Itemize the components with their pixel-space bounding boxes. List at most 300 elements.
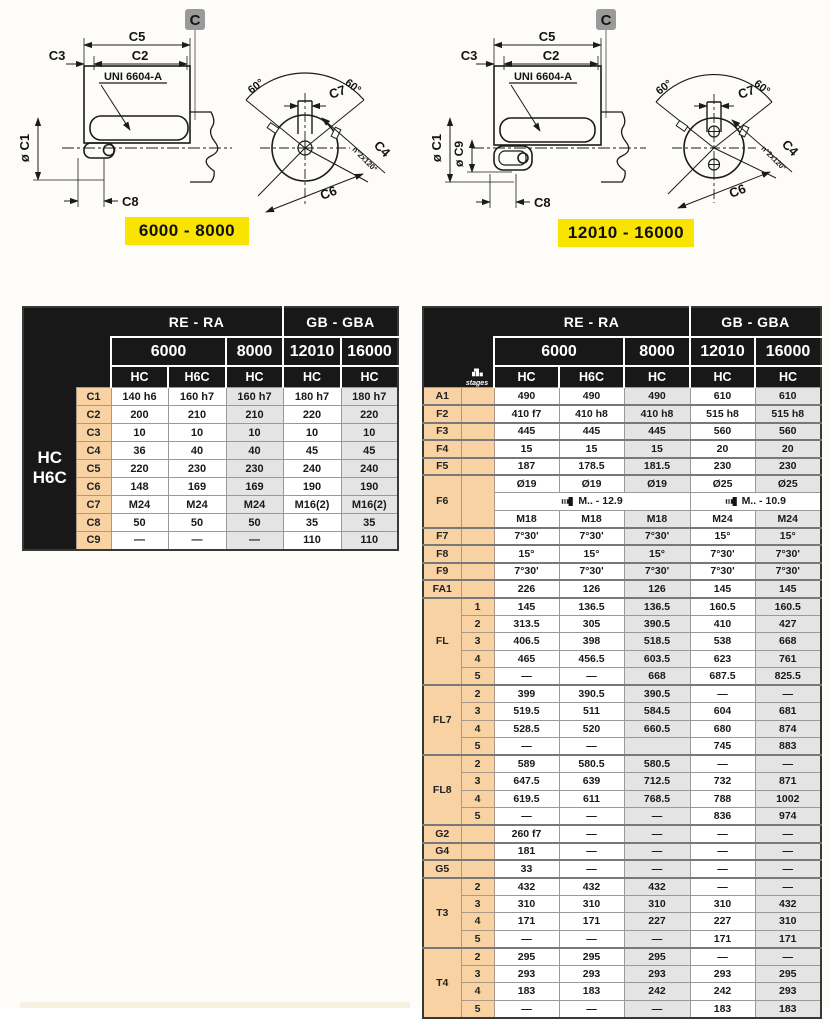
- value-cell: 681: [755, 703, 821, 721]
- value-cell: —: [226, 532, 283, 550]
- row-label-cell: C2: [76, 406, 111, 424]
- value-cell: 169: [168, 478, 226, 496]
- stage-number-cell: 3: [461, 633, 494, 651]
- value-cell: 295: [559, 948, 624, 966]
- value-cell: 432: [559, 878, 624, 896]
- value-cell: 604: [690, 703, 755, 721]
- row-label-cell: T4: [423, 948, 461, 1018]
- value-cell: 445: [559, 423, 624, 441]
- angle-60-right: 60°: [751, 77, 773, 98]
- table-row: [423, 773, 821, 791]
- value-cell: 511: [559, 703, 624, 721]
- value-cell: —: [755, 948, 821, 966]
- stages-empty-cell: [461, 388, 494, 406]
- value-cell: 220: [283, 406, 341, 424]
- variant-header: HC: [690, 366, 755, 388]
- value-cell: —: [690, 843, 755, 861]
- stage-number-cell: 1: [461, 598, 494, 616]
- value-cell: 305: [559, 615, 624, 633]
- value-cell: 183: [559, 983, 624, 1001]
- value-cell: —: [168, 532, 226, 550]
- value-cell: 171: [559, 913, 624, 931]
- table-row: [423, 825, 821, 843]
- value-cell: 7°30': [494, 528, 559, 546]
- corner-cell: [23, 307, 111, 388]
- value-cell: 7°30': [624, 563, 690, 581]
- table-row: [423, 685, 821, 703]
- value-cell: 465: [494, 650, 559, 668]
- dimensions-table-c: [22, 306, 399, 551]
- value-cell: 560: [690, 423, 755, 441]
- value-cell: 15°: [559, 545, 624, 563]
- value-cell: 310: [624, 895, 690, 913]
- value-cell: 10: [341, 424, 398, 442]
- value-cell: 519.5: [494, 703, 559, 721]
- dim-c7: C7: [735, 82, 757, 102]
- size-header: 8000: [624, 337, 690, 366]
- value-cell: —: [559, 930, 624, 948]
- value-cell: 538: [690, 633, 755, 651]
- value-cell: 160.5: [690, 598, 755, 616]
- value-cell: Ø25: [690, 475, 755, 493]
- screw-class-cell: [690, 493, 821, 511]
- stage-number-cell: 3: [461, 703, 494, 721]
- variant-header: HC: [341, 366, 398, 388]
- value-cell: 35: [341, 514, 398, 532]
- value-cell: 680: [690, 720, 755, 738]
- value-cell: [624, 738, 690, 756]
- value-cell: 145: [690, 580, 755, 598]
- value-cell: 240: [341, 460, 398, 478]
- stages-empty-cell: [461, 825, 494, 843]
- value-cell: 7°30': [494, 563, 559, 581]
- variant-header: HC: [283, 366, 341, 388]
- value-cell: —: [624, 825, 690, 843]
- table-row: [423, 790, 821, 808]
- value-cell: 7°30': [755, 545, 821, 563]
- value-cell: 528.5: [494, 720, 559, 738]
- corner-cell: [423, 366, 461, 388]
- value-cell: 432: [494, 878, 559, 896]
- value-cell: 7°30': [559, 528, 624, 546]
- size-header: 6000: [111, 337, 226, 366]
- value-cell: Ø19: [624, 475, 690, 493]
- stages-empty-cell: [461, 860, 494, 878]
- value-cell: —: [559, 738, 624, 756]
- series-group-header: RE - RA: [111, 307, 283, 337]
- value-cell: 619.5: [494, 790, 559, 808]
- table-row: [423, 808, 821, 826]
- dimension-lines: [38, 45, 190, 201]
- stages-empty-cell: [461, 563, 494, 581]
- value-cell: 406.5: [494, 633, 559, 651]
- stage-number-cell: 3: [461, 773, 494, 791]
- value-cell: 580.5: [624, 755, 690, 773]
- value-cell: 181: [494, 843, 559, 861]
- table-row: [23, 406, 398, 424]
- value-cell: 242: [690, 983, 755, 1001]
- value-cell: —: [494, 668, 559, 686]
- value-cell: 761: [755, 650, 821, 668]
- value-cell: M18: [624, 510, 690, 528]
- value-cell: 15°: [624, 545, 690, 563]
- value-cell: 183: [690, 1000, 755, 1018]
- variant-header: HC: [226, 366, 283, 388]
- value-cell: 883: [755, 738, 821, 756]
- value-cell: 230: [168, 460, 226, 478]
- value-cell: —: [690, 685, 755, 703]
- value-cell: 410 f7: [494, 405, 559, 423]
- dim-c7: C7: [326, 82, 348, 102]
- stage-number-cell: 5: [461, 738, 494, 756]
- series-group-header: GB - GBA: [690, 307, 821, 337]
- value-cell: 398: [559, 633, 624, 651]
- bolt-icon: [561, 496, 574, 507]
- value-cell: 35: [283, 514, 341, 532]
- dimension-lines: [450, 45, 601, 202]
- row-label-cell: F2: [423, 405, 461, 423]
- value-cell: 136.5: [559, 598, 624, 616]
- stage-number-cell: 2: [461, 685, 494, 703]
- stages-empty-cell: [461, 475, 494, 528]
- value-cell: 110: [283, 532, 341, 550]
- table-row: [423, 878, 821, 896]
- size-header: 12010: [283, 337, 341, 366]
- value-cell: 187: [494, 458, 559, 476]
- header-row-variants: [423, 366, 821, 388]
- value-cell: 50: [111, 514, 168, 532]
- value-cell: —: [690, 878, 755, 896]
- value-cell: 410 h8: [624, 405, 690, 423]
- table-row: [423, 860, 821, 878]
- value-cell: 45: [283, 442, 341, 460]
- value-cell: —: [624, 1000, 690, 1018]
- value-cell: —: [624, 930, 690, 948]
- size-range-caption-left: 6000 - 8000: [125, 217, 249, 245]
- row-label-cell: T3: [423, 878, 461, 948]
- dim-c1: ø C1: [17, 133, 32, 163]
- value-cell: 160.5: [755, 598, 821, 616]
- holes-note: n°2x120°: [350, 144, 380, 174]
- dim-c8: C8: [122, 194, 139, 209]
- size-header: 8000: [226, 337, 283, 366]
- size-header: 16000: [341, 337, 398, 366]
- keyway-standard: UNI 6604-A: [513, 71, 573, 83]
- value-cell: 399: [494, 685, 559, 703]
- stages-empty-cell: [461, 440, 494, 458]
- table-row: [423, 668, 821, 686]
- value-cell: 10: [111, 424, 168, 442]
- value-cell: 226: [494, 580, 559, 598]
- value-cell: 40: [168, 442, 226, 460]
- row-label-cell: F6: [423, 475, 461, 528]
- screw-class-text: M.. - 12.9: [578, 495, 623, 508]
- value-cell: 611: [559, 790, 624, 808]
- value-cell: 15°: [494, 545, 559, 563]
- row-label-cell: F4: [423, 440, 461, 458]
- value-cell: 639: [559, 773, 624, 791]
- value-cell: —: [559, 825, 624, 843]
- series-block-label: [23, 388, 76, 550]
- table-row: [423, 598, 821, 616]
- value-cell: 190: [283, 478, 341, 496]
- table-row: [423, 650, 821, 668]
- dim-c6: C6: [317, 182, 339, 203]
- stages-empty-cell: [461, 423, 494, 441]
- table-row: [423, 633, 821, 651]
- table-row: [423, 948, 821, 966]
- value-cell: —: [755, 685, 821, 703]
- value-cell: 10: [283, 424, 341, 442]
- row-label-cell: C8: [76, 514, 111, 532]
- value-cell: M16(2): [283, 496, 341, 514]
- value-cell: 1002: [755, 790, 821, 808]
- value-cell: 427: [755, 615, 821, 633]
- value-cell: 160 h7: [226, 388, 283, 406]
- value-cell: 7°30': [690, 563, 755, 581]
- value-cell: 560: [755, 423, 821, 441]
- stage-number-cell: 2: [461, 948, 494, 966]
- value-cell: 230: [690, 458, 755, 476]
- value-cell: 390.5: [624, 615, 690, 633]
- value-cell: 668: [624, 668, 690, 686]
- value-cell: 220: [341, 406, 398, 424]
- header-row-series: [423, 307, 821, 337]
- value-cell: 15: [559, 440, 624, 458]
- value-cell: 15°: [690, 528, 755, 546]
- value-cell: M24: [755, 510, 821, 528]
- row-label-cell: F9: [423, 563, 461, 581]
- value-cell: 190: [341, 478, 398, 496]
- value-cell: —: [755, 843, 821, 861]
- stages-empty-cell: [461, 545, 494, 563]
- value-cell: 310: [559, 895, 624, 913]
- table-row: [423, 720, 821, 738]
- dim-c4: C4: [779, 136, 802, 159]
- dim-c5: C5: [128, 29, 146, 44]
- value-cell: 200: [111, 406, 168, 424]
- stage-number-cell: 5: [461, 1000, 494, 1018]
- value-cell: 293: [559, 965, 624, 983]
- dim-c6: C6: [726, 180, 748, 201]
- value-cell: 589: [494, 755, 559, 773]
- value-cell: 660.5: [624, 720, 690, 738]
- value-cell: 668: [755, 633, 821, 651]
- section-badge-letter: C: [600, 12, 612, 29]
- row-label-cell: C1: [76, 388, 111, 406]
- angle-60-left: 60°: [245, 76, 267, 97]
- table-row: [23, 424, 398, 442]
- value-cell: 230: [226, 460, 283, 478]
- table-row: [423, 843, 821, 861]
- value-cell: 171: [690, 930, 755, 948]
- value-cell: 732: [690, 773, 755, 791]
- table-row: [423, 703, 821, 721]
- row-label-cell: G2: [423, 825, 461, 843]
- table-row: [423, 458, 821, 476]
- value-cell: 45: [341, 442, 398, 460]
- row-label-cell: F3: [423, 423, 461, 441]
- value-cell: 610: [755, 388, 821, 406]
- stage-number-cell: 5: [461, 930, 494, 948]
- stages-header: [461, 366, 494, 388]
- value-cell: 169: [226, 478, 283, 496]
- value-cell: —: [755, 825, 821, 843]
- value-cell: 7°30': [755, 563, 821, 581]
- screw-class-cell: [494, 493, 690, 511]
- value-cell: —: [494, 1000, 559, 1018]
- value-cell: 145: [494, 598, 559, 616]
- table-row: [423, 615, 821, 633]
- value-cell: 836: [690, 808, 755, 826]
- value-cell: —: [494, 738, 559, 756]
- value-cell: 242: [624, 983, 690, 1001]
- stage-number-cell: 5: [461, 808, 494, 826]
- value-cell: 456.5: [559, 650, 624, 668]
- stages-empty-cell: [461, 580, 494, 598]
- variant-header: HC: [624, 366, 690, 388]
- value-cell: 220: [111, 460, 168, 478]
- value-cell: 293: [755, 983, 821, 1001]
- value-cell: 310: [690, 895, 755, 913]
- screw-class-text: M.. - 10.9: [741, 495, 786, 508]
- value-cell: Ø25: [755, 475, 821, 493]
- value-cell: 180 h7: [283, 388, 341, 406]
- value-cell: 180 h7: [341, 388, 398, 406]
- value-cell: 20: [690, 440, 755, 458]
- value-cell: M24: [690, 510, 755, 528]
- table-row: [423, 965, 821, 983]
- value-cell: 584.5: [624, 703, 690, 721]
- corner-cell: [423, 307, 494, 366]
- value-cell: M18: [494, 510, 559, 528]
- value-cell: 145: [755, 580, 821, 598]
- table-row: [423, 1000, 821, 1018]
- table-row: [423, 545, 821, 563]
- value-cell: —: [494, 930, 559, 948]
- value-cell: 50: [168, 514, 226, 532]
- value-cell: —: [755, 878, 821, 896]
- value-cell: 623: [690, 650, 755, 668]
- stages-empty-cell: [461, 843, 494, 861]
- table-row: [423, 913, 821, 931]
- row-label-cell: G5: [423, 860, 461, 878]
- value-cell: 295: [494, 948, 559, 966]
- series-group-header: GB - GBA: [283, 307, 398, 337]
- value-cell: 178.5: [559, 458, 624, 476]
- value-cell: 410: [690, 615, 755, 633]
- value-cell: 148: [111, 478, 168, 496]
- value-cell: Ø19: [559, 475, 624, 493]
- value-cell: 310: [755, 913, 821, 931]
- stages-icon: [471, 368, 484, 377]
- value-cell: 974: [755, 808, 821, 826]
- value-cell: 293: [494, 965, 559, 983]
- header-row-series: [23, 307, 398, 337]
- value-cell: 15°: [755, 528, 821, 546]
- value-cell: —: [690, 825, 755, 843]
- row-label-cell: C6: [76, 478, 111, 496]
- value-cell: 874: [755, 720, 821, 738]
- value-cell: 313.5: [494, 615, 559, 633]
- value-cell: 10: [168, 424, 226, 442]
- table-row: [423, 738, 821, 756]
- section-badge-letter: C: [189, 12, 201, 29]
- row-label-cell: FL: [423, 598, 461, 686]
- value-cell: 7°30': [690, 545, 755, 563]
- value-cell: 610: [690, 388, 755, 406]
- table-row: [423, 528, 821, 546]
- stage-number-cell: 4: [461, 720, 494, 738]
- value-cell: —: [559, 860, 624, 878]
- value-cell: 110: [341, 532, 398, 550]
- size-header: 12010: [690, 337, 755, 366]
- shaft-end-view: [246, 73, 385, 212]
- value-cell: 490: [494, 388, 559, 406]
- value-cell: 687.5: [690, 668, 755, 686]
- table-row: [23, 478, 398, 496]
- dim-c1: ø C1: [429, 133, 444, 163]
- size-header: 16000: [755, 337, 821, 366]
- row-label-cell: FL8: [423, 755, 461, 825]
- value-cell: —: [690, 860, 755, 878]
- dim-c4: C4: [371, 137, 394, 160]
- table-row: [423, 440, 821, 458]
- row-label-cell: F5: [423, 458, 461, 476]
- dim-c8: C8: [534, 195, 551, 210]
- value-cell: 745: [690, 738, 755, 756]
- size-header: 6000: [494, 337, 624, 366]
- value-cell: 293: [624, 965, 690, 983]
- row-label-cell: A1: [423, 388, 461, 406]
- value-cell: —: [494, 808, 559, 826]
- size-range-caption-right: 12010 - 16000: [558, 219, 694, 247]
- variant-header: HC: [755, 366, 821, 388]
- table-row: [23, 442, 398, 460]
- value-cell: 210: [168, 406, 226, 424]
- dim-c3: C3: [48, 48, 66, 63]
- value-cell: —: [559, 808, 624, 826]
- value-cell: 293: [690, 965, 755, 983]
- stage-number-cell: 4: [461, 983, 494, 1001]
- stage-number-cell: 2: [461, 878, 494, 896]
- value-cell: 788: [690, 790, 755, 808]
- value-cell: 390.5: [559, 685, 624, 703]
- table-row: [423, 405, 821, 423]
- value-cell: 227: [690, 913, 755, 931]
- row-label-cell: C5: [76, 460, 111, 478]
- series-block-line: HC: [37, 448, 63, 468]
- value-cell: —: [624, 860, 690, 878]
- value-cell: 490: [559, 388, 624, 406]
- angle-60-left: 60°: [653, 77, 675, 98]
- table-row: [423, 895, 821, 913]
- stage-number-cell: 4: [461, 913, 494, 931]
- value-cell: 490: [624, 388, 690, 406]
- table-row: [423, 475, 821, 493]
- value-cell: 410 h8: [559, 405, 624, 423]
- value-cell: 183: [755, 1000, 821, 1018]
- value-cell: 432: [624, 878, 690, 896]
- variant-header: HC: [111, 366, 168, 388]
- series-group-header: RE - RA: [494, 307, 690, 337]
- value-cell: 136.5: [624, 598, 690, 616]
- value-cell: 15: [494, 440, 559, 458]
- table-row: [23, 496, 398, 514]
- value-cell: 36: [111, 442, 168, 460]
- row-label-cell: G4: [423, 843, 461, 861]
- value-cell: 230: [755, 458, 821, 476]
